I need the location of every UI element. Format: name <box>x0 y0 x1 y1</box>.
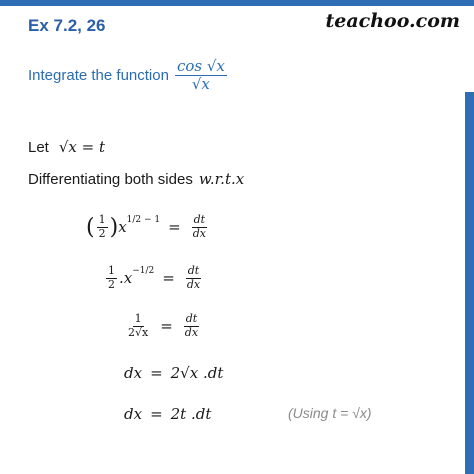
brand-logo: teachoo.com <box>325 10 460 32</box>
eq4-lhs: dx <box>124 364 143 382</box>
eq1-coef-den: 2 <box>98 226 106 240</box>
right-accent-bar <box>465 92 474 474</box>
step-let <box>28 138 105 156</box>
eq4-rhs: 2√x .dt <box>170 364 224 382</box>
eq2-den: 2 <box>108 277 115 291</box>
eq3-den: 2√x <box>128 325 149 339</box>
substitution-note: (Using t = √x) <box>288 405 372 421</box>
question-denominator: √x <box>191 75 210 94</box>
equation-3 <box>124 313 202 339</box>
question-text: Integrate the function <box>28 67 169 85</box>
eq1-var: x <box>118 218 127 237</box>
eq5-rhs: 2t .dt <box>170 405 212 423</box>
question-numerator: cos √x <box>176 57 225 75</box>
eq5-equals: = <box>150 405 163 423</box>
eq1-exponent: 1/2 − 1 <box>126 215 161 226</box>
eq3-num: 1 <box>134 312 142 325</box>
eq2-var: .x <box>119 269 133 288</box>
eq3-equals: = <box>160 317 173 336</box>
eq5-lhs: dx <box>124 405 143 423</box>
equation-5 <box>124 405 211 423</box>
eq2-rhs-den: dx <box>186 277 201 291</box>
equation-2 <box>104 265 204 291</box>
equation-1: ( $\frac{1}{2}$ ) x 1/2 − 1 = $\frac{dt}{dx}$ <box>86 213 206 240</box>
eq4-equals: = <box>150 364 163 382</box>
step-differentiate <box>28 170 244 188</box>
top-accent-bar <box>0 0 474 6</box>
eq2-equals: = <box>162 269 175 288</box>
wrt-text: w.r.t.x <box>198 170 245 188</box>
question <box>28 58 229 94</box>
equation-4 <box>124 364 223 382</box>
eq2-exponent: −1/2 <box>132 266 155 277</box>
eq2-num: 1 <box>108 264 115 277</box>
eq1-rhs-num: dt <box>193 213 206 226</box>
eq3-rhs-num: dt <box>185 312 198 325</box>
let-expression: √x = t <box>58 138 106 156</box>
let-label: Let <box>28 138 49 156</box>
differentiate-label: Differentiating both sides <box>28 170 193 188</box>
exercise-title: Ex 7.2, 26 <box>28 16 106 35</box>
eq2-rhs-num: dt <box>187 264 200 277</box>
eq1-equals: = <box>168 218 181 237</box>
eq1-coef-num: 1 <box>98 213 106 226</box>
eq1-rhs-den: dx <box>192 226 206 240</box>
question-fraction <box>175 58 227 94</box>
eq3-rhs-den: dx <box>184 325 199 339</box>
